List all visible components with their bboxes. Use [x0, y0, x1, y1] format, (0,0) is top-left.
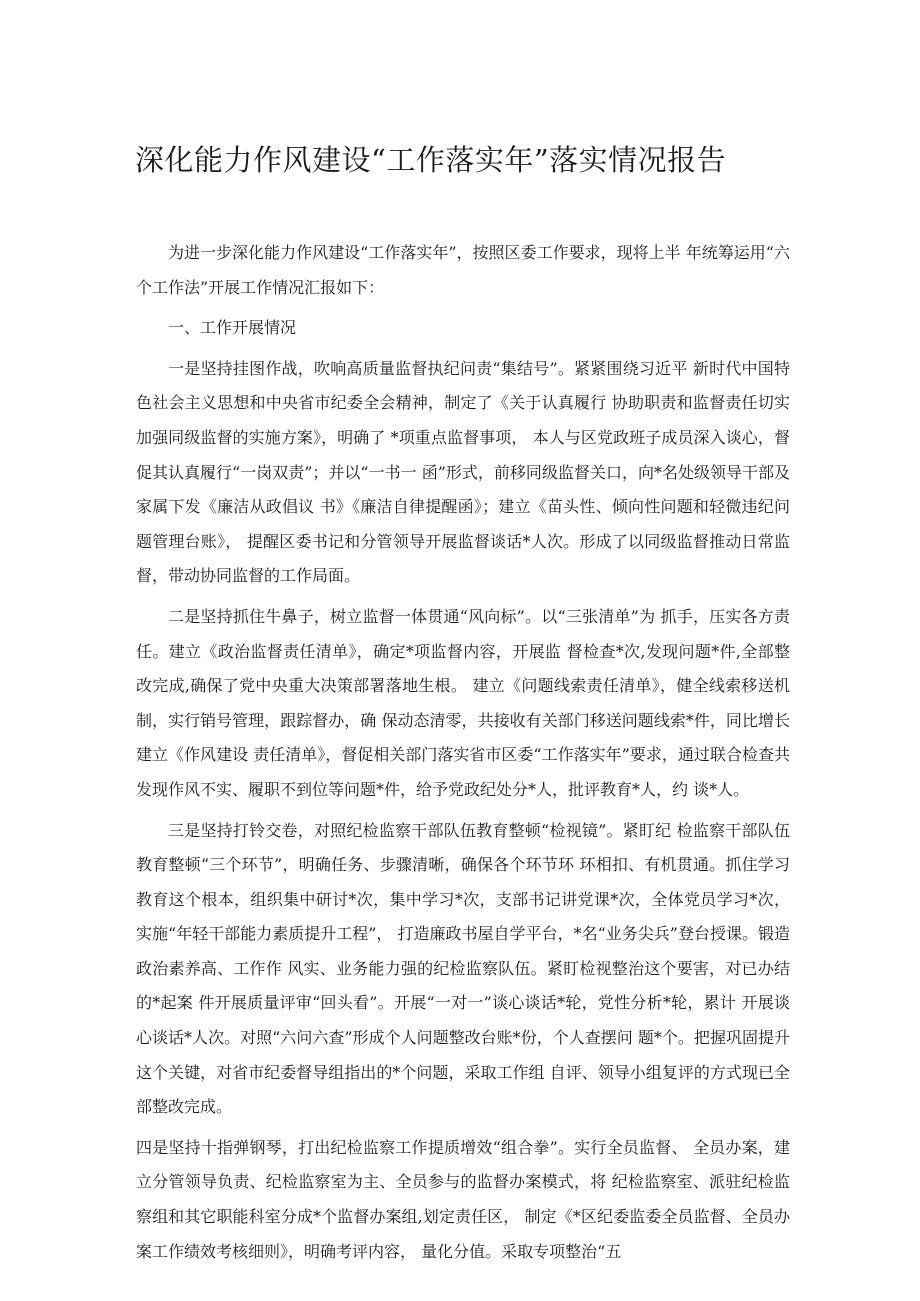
section-heading: 一、工作开展情况 [168, 318, 297, 338]
document-body [136, 236, 790, 1269]
paragraph-point-three: 三是坚持打铃交卷，对照纪检监察干部队伍教育整顿“检视镜”。紧盯纪 检监察干部队伍教育整顿“三个环节”，明确任务、步骤清晰，确保各个环节环 环相扣、有机贯通。抓住学习教育这个根本，组织集中研讨*次，集中学习*次，支部书记讲党课*次，全体党员学习*次，实施“年轻干部能力素质提升工程”， 打造廉政书屋自学平台，*名“业务尖兵”登台授课。锻造政治素养高、工作作 风实、业务能力强的纪检监察队伍。紧盯检视整治这个要害，对已办结的*起案 件开展质量评审“回头看”。开展“一对一”谈心谈话*轮，党性分析*轮，累计 开展谈心谈话*人次。对照“六问六查”形成个人问题整改台账*份，个人查摆问 题*个。把握巩固提升这个关键，对省市纪委督导组指出的*个问题，采取工作组 自评、领导小组复评的方式现已全部整改完成。 [136, 820, 790, 1117]
paragraph-point-two: 二是坚持抓住牛鼻子，树立监督一体贯通“风向标”。以“三张清单”为 抓手，压实各方责任。建立《政治监督责任清单》，确定*项监督内容，开展监 督检查*次,发现问题*件,全部整改完成,确保了党中央重大决策部署落地生根。 建立《问题线索责任清单》，健全线索移送机制，实行销号管理，跟踪督办，确 保动态清零，共接收有关部门移送问题线索*件，同比增长建立《作风建设 责任清单》，督促相关部门落实省市区委“工作落实年”要求，通过联合检查共 发现作风不实、履职不到位等问题*件，给予党政纪处分*人，批评教育*人，约 谈*人。 [136, 606, 790, 799]
paragraph-point-four: 四是坚持十指弹钢琴，打出纪检监察工作提质增效“组合拳”。实行全员监督、 全员办案，建立分管领导负责、纪检监察室为主、全员参与的监督办案模式，将 纪检监察室、派驻纪检监察组和其它职能科室分成*个监督办案组,划定责任区， 制定《*区纪委监委全员监督、全员办案工作绩效考核细则》，明确考评内容， 量化分值。采取专项整治“五 [136, 1137, 790, 1261]
document-title: 深化能力作风建设“工作落实年”落实情况报告 [135, 143, 727, 177]
intro-paragraph: 为进一步深化能力作风建设“工作落实年”，按照区委工作要求，现将上半 年统筹运用“六个工作法”开展工作情况汇报如下： [136, 243, 790, 297]
paragraph-point-one: 一是坚持挂图作战，吹响高质量监督执纪问责“集结号”。紧紧围绕习近平 新时代中国特色社会主义思想和中央省市纪委全会精神，制定了《关于认真履行 协助职责和监督责任切实加强同级监督的实施方案》，明确了 *项重点监督事项， 本人与区党政班子成员深入谈心，督促其认真履行“一岗双责”；并以“一书一 函”形式，前移同级监督关口，向*名处级领导干部及家属下发《廉洁从政倡议 书》《廉洁自律提醒函》；建立《苗头性、倾向性问题和轻微违纪问题管理台账》， 提醒区委书记和分管领导开展监督谈话*人次。形成了以同级监督推动日常监督，带动协同监督的工作局面。 [136, 358, 790, 586]
